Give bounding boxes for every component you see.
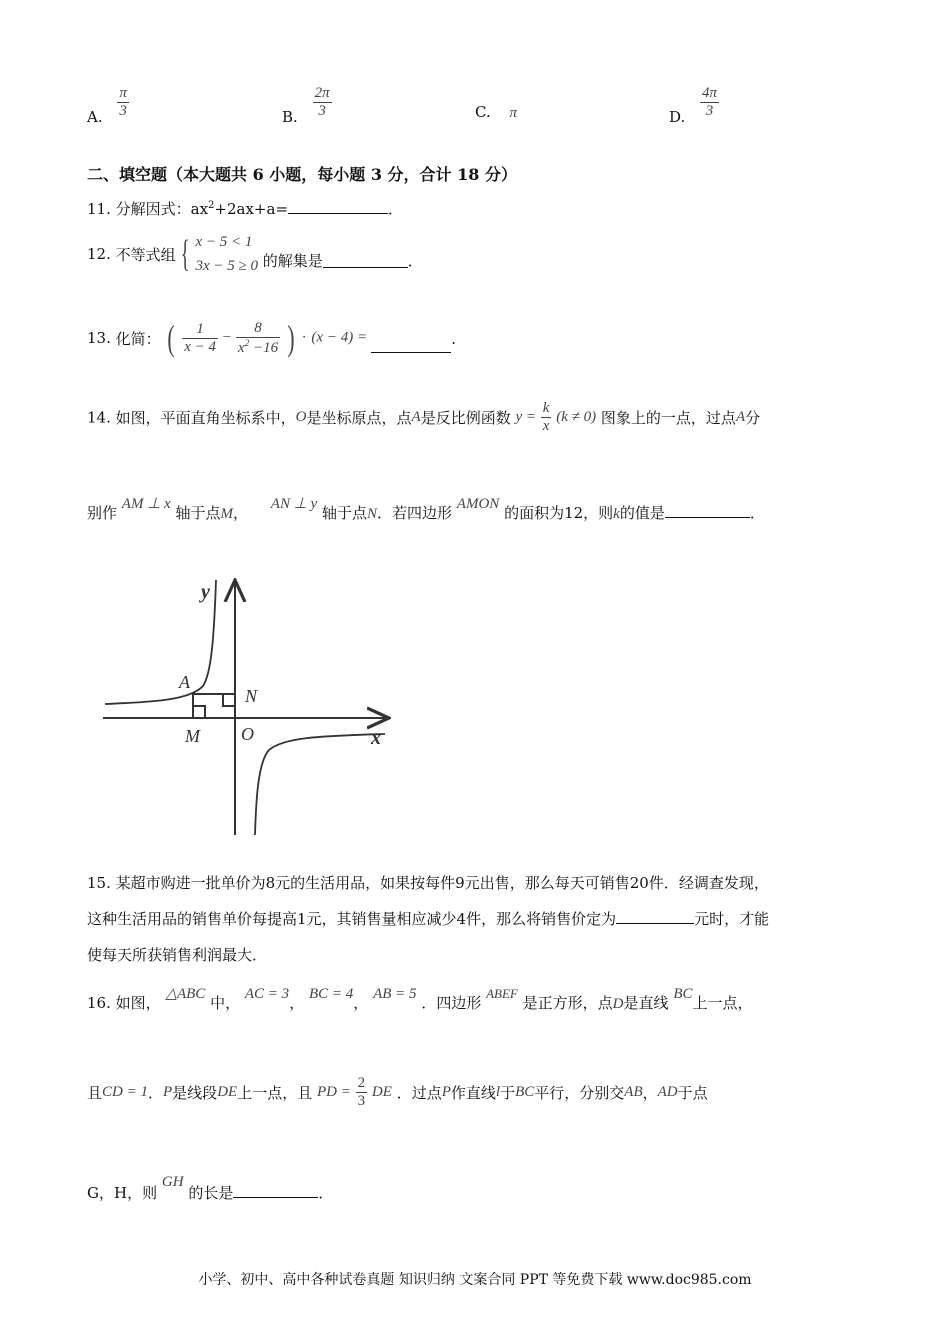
question-15-line-2	[87, 908, 769, 929]
q13-f2-den-x: x	[238, 339, 245, 356]
q16-answer-blank[interactable]	[233, 1183, 318, 1198]
q16-var-p: P	[163, 1084, 173, 1100]
hyperbola-branch-right	[255, 734, 385, 835]
q16-t3: ．四边形	[421, 994, 482, 1012]
q12-suffix: 的解集是	[262, 251, 323, 270]
label-n: N	[245, 686, 258, 706]
q13-answer-blank[interactable]	[371, 338, 451, 353]
choice-a-label: A.	[87, 108, 103, 126]
q15-number: 15.	[87, 874, 111, 892]
q16-l2-b: ．	[147, 1084, 163, 1102]
label-y: y	[201, 581, 210, 603]
q13-f2-den-sup: 2	[244, 337, 250, 348]
choice-c	[475, 103, 517, 122]
q13-factor: (x − 4)	[311, 329, 354, 346]
q16-square: ABEF	[486, 986, 518, 1001]
q13-f2-num: 8	[254, 319, 262, 336]
q12-label: 不等式组	[115, 245, 176, 264]
q12-system	[195, 230, 258, 278]
q14-line2-c: 轴于点	[321, 504, 367, 522]
q16-sep2: ，	[353, 994, 369, 1012]
choice-c-value: π	[509, 105, 518, 121]
q12-brace: {	[181, 233, 191, 275]
q16-ab-2: AB	[624, 1084, 643, 1100]
question-15-line-3	[87, 944, 267, 965]
hyperbola-branch-left	[105, 580, 216, 704]
q12-end: ．	[407, 251, 423, 270]
q16-end: ．	[318, 1184, 334, 1202]
q14-line2-b: 轴于点	[175, 504, 221, 522]
q14-am-perp: AM ⊥ x	[121, 496, 171, 512]
q14-func-y: y =	[515, 409, 537, 425]
q13-times: ·	[301, 329, 307, 346]
q14-line2-f: 的值是	[619, 504, 665, 522]
question-12	[87, 230, 423, 278]
label-a: A	[179, 672, 190, 692]
q16-l2-h: 平行，分别交	[534, 1084, 625, 1102]
q16-l2-f: 作直线	[450, 1084, 496, 1102]
label-o: O	[241, 724, 254, 744]
choice-a	[87, 78, 129, 126]
q16-number: 16.	[87, 994, 111, 1012]
choice-a-num: π	[119, 84, 127, 101]
q16-bc-2: BC	[673, 986, 693, 1002]
q14-text-4: 图象上的一点，过点	[600, 409, 736, 427]
q14-func-fraction	[541, 400, 552, 435]
q16-ab: AB = 5	[373, 986, 417, 1002]
q14-end: ．	[749, 504, 765, 522]
q12-number: 12.	[87, 245, 111, 263]
q16-cd: CD = 1	[102, 1084, 148, 1100]
q14-answer-blank[interactable]	[665, 503, 750, 518]
question-11	[87, 198, 403, 219]
q16-gh: GH	[161, 1174, 184, 1190]
q16-sep1: ，	[289, 994, 305, 1012]
section-heading: 二、填空题（本大题共 6 小题，每小题 3 分，合计 18 分）	[87, 165, 517, 184]
q13-fraction-1	[182, 321, 218, 356]
q13-number: 13.	[87, 329, 111, 347]
q12-line2: 3x − 5 ≥ 0	[195, 258, 258, 274]
q14-text-1: 如图，平面直角坐标系中，	[115, 409, 296, 427]
q11-rest: +2ax+a=	[214, 200, 289, 218]
q16-triangle: △ABC	[165, 986, 206, 1002]
q12-answer-blank[interactable]	[323, 253, 408, 268]
q14-line2-e: 的面积为12，则	[504, 504, 614, 522]
q14-var-m: M	[220, 506, 233, 522]
q14-an-perp: AN ⊥ y	[270, 496, 318, 512]
q13-lparen: (	[167, 318, 176, 358]
question-16-line-2	[87, 1075, 708, 1110]
q16-l2-i: ，	[642, 1084, 658, 1102]
choice-b-fraction	[313, 85, 332, 120]
choice-a-den: 3	[117, 102, 129, 120]
choice-b-num: 2π	[314, 84, 330, 101]
q16-l3-b: 的长是	[188, 1184, 234, 1202]
q14-func-num: k	[542, 400, 550, 416]
question-16-line-1	[87, 986, 753, 1013]
question-16-line-3	[87, 1174, 334, 1203]
q13-f2-den	[236, 337, 280, 357]
question-14-line-1	[87, 400, 760, 435]
q16-de: DE	[217, 1084, 238, 1100]
q16-pd: PD =	[316, 1084, 351, 1100]
q11-number: 11.	[87, 200, 111, 218]
q11-sup: 2	[208, 200, 215, 211]
q14-quad-amon: AMON	[456, 496, 500, 512]
choice-d	[669, 78, 719, 126]
choice-c-label: C.	[475, 103, 491, 121]
q16-l2-d: 上一点，且	[237, 1084, 313, 1102]
q14-text-2: 是坐标原点，点	[306, 409, 412, 427]
choice-d-label: D.	[669, 108, 686, 126]
q14-var-a-2: A	[735, 409, 746, 425]
q16-t6: 上一点，	[692, 994, 753, 1012]
q14-comma: ，	[232, 504, 248, 522]
right-angle-n	[223, 694, 235, 706]
q13-factor-text: x − 4	[316, 329, 349, 346]
q16-l2-c: 是线段	[172, 1084, 218, 1102]
q14-line2-a: 别作	[87, 504, 118, 522]
choice-d-den: 3	[700, 102, 719, 120]
q14-var-n: N	[366, 506, 377, 522]
q11-end: ．	[388, 200, 404, 218]
q16-l3-a: G，H，则	[87, 1184, 158, 1202]
q13-minus: −	[222, 329, 232, 346]
choice-b-den: 3	[313, 102, 332, 120]
q14-line2-d: ．若四边形	[377, 504, 453, 522]
label-x: x	[371, 727, 381, 749]
q14-var-o: O	[295, 409, 307, 425]
q15-line-3: 使每天所获销售利润最大．	[87, 946, 268, 964]
q16-l2-e: ．过点	[396, 1084, 442, 1102]
q12-line1: x − 5 < 1	[195, 234, 253, 250]
choice-b	[282, 78, 332, 126]
label-m: M	[185, 726, 200, 746]
q15-line-2b: 元时，才能	[694, 910, 770, 928]
q16-pd-de: DE	[371, 1084, 392, 1100]
page-footer: 小学、初中、高中各种试卷真题 知识归纳 文案合同 PPT 等免费下载 www.doc985.com	[198, 1272, 752, 1288]
q13-eq: =	[357, 329, 367, 346]
q16-bc-3: BC	[515, 1084, 535, 1100]
q16-pd-den: 3	[357, 1093, 366, 1109]
q14-figure	[95, 570, 405, 845]
q16-l2-a: 且	[87, 1084, 103, 1102]
q13-f1-num: 1	[196, 320, 204, 337]
q13-f2-den-rest: −16	[249, 339, 279, 356]
q16-var-p-2: P	[441, 1084, 451, 1100]
question-13	[87, 317, 466, 359]
q13-rparen: )	[287, 318, 295, 358]
q15-answer-blank[interactable]	[616, 909, 694, 924]
right-angle-m	[193, 706, 205, 718]
q11-prefix: 分解因式：ax	[115, 200, 209, 218]
q15-line-2a: 这种生活用品的销售单价每提高1元，其销售量相应减少4件，那么将销售价定为	[87, 910, 617, 928]
q14-number: 14.	[87, 408, 111, 427]
q16-t5: 是直线	[623, 994, 669, 1012]
q16-ac: AC = 3	[244, 986, 290, 1002]
q14-func-den: x	[542, 418, 550, 434]
choice-b-label: B.	[282, 108, 298, 126]
q13-label: 化简：	[115, 329, 161, 348]
q15-line-1: 某超市购进一批单价为8元的生活用品，如果按每件9元出售，那么每天可销售20件．经调查发现，	[115, 874, 769, 892]
q13-f1-den: x − 4	[184, 338, 216, 355]
q16-ad: AD	[657, 1084, 678, 1100]
q14-var-a: A	[411, 409, 421, 425]
q14-func-cond: (k ≠ 0)	[556, 409, 597, 425]
q16-l2-j: 于点	[677, 1084, 708, 1102]
q13-end: ．	[451, 329, 467, 348]
q16-pd-num: 2	[357, 1075, 366, 1091]
q13-fraction-2	[236, 320, 280, 357]
q16-var-d: D	[612, 996, 624, 1012]
q14-text-3: 是反比例函数	[420, 409, 511, 427]
q14-func-cond-text: k ≠ 0	[561, 409, 592, 425]
q14-text-5: 分	[745, 409, 761, 427]
q16-l2-g: 于	[500, 1084, 516, 1102]
choice-a-fraction	[117, 85, 129, 120]
q11-answer-blank[interactable]	[288, 199, 388, 214]
choice-d-fraction	[700, 85, 719, 120]
q16-bc: BC = 4	[308, 986, 354, 1002]
choice-d-num: 4π	[702, 84, 718, 101]
q16-t2: 中，	[210, 994, 241, 1012]
q16-pd-fraction	[356, 1075, 368, 1110]
question-15-line-1	[87, 872, 769, 893]
q16-t4: 是正方形，点	[522, 994, 613, 1012]
q14-var-k: k	[613, 506, 620, 522]
question-14-line-2	[87, 496, 765, 523]
q16-var-l: l	[495, 1084, 501, 1100]
q16-t1: 如图，	[115, 994, 161, 1012]
